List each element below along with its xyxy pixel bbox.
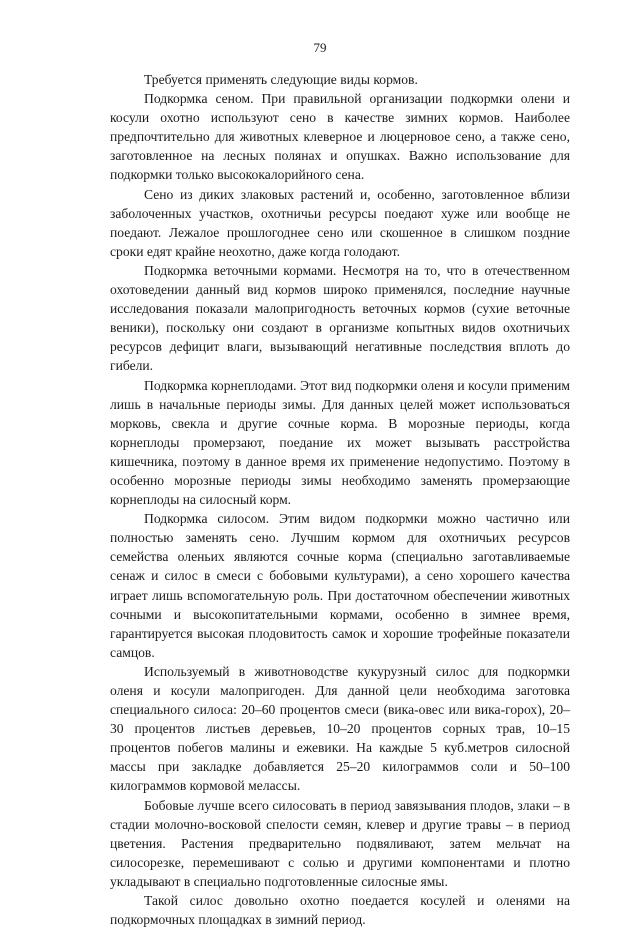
paragraph-special-silage: Используемый в животноводстве кукурузный силос для подкормки оленя и косули малопригоден. Для данной цели необходима заготовка специального силоса: 20–60 процентов смеси (вика-овес или вика-горох), 20–30 процентов листьев деревьев, 10–20 процентов сорных трав, 10–15 процентов побегов малины и ежевики. На каждые 5 куб.метров силосной массы при закладке добавляется 25–20 килограммов соли и 50–100 килограммов кормовой мелассы. — [110, 663, 570, 794]
paragraph-silage-feeding: Подкормка силосом. Этим видом подкормки можно частично или полностью заменять сено. Лучшим кормом для охотничьих ресурсов семейства оленьих являются сочные корма (специально заготавливаемые сенаж и силос в смеси с бобовыми культурами), а сено хорошего качества играет лишь вспомогательную роль. При достаточном обеспечении животных сочными и высокопитательными кормами, особенно в зимнее время, гарантируется высокая плодовитость самок и хорошие трофейные показатели самцов. — [110, 511, 570, 660]
page-number: 79 — [313, 40, 327, 55]
paragraph-intro: Требуется применять следующие виды кормов. — [144, 72, 418, 87]
paragraph-silage-preparation: Бобовые лучше всего силосовать в период завязывания плодов, злаки – в стадии молочно-восковой спелости семян, клевер и другие травы – в период цветения. Растения предварительно подвяливают, затем мельчат на силосорезке, перемешивают с солью и другими компонентами и плотно укладывают в специально подготовленные силосные ямы. — [110, 797, 570, 889]
paragraph-root-crops: Подкормка корнеплодами. Этот вид подкормки оленя и косули применим лишь в начальные периоды зимы. Для данных целей может использоваться морковь, свекла и другие сочные корма. В морозные периоды, когда корнеплоды промерзают, поедание их может вызывать расстройства кишечника, поэтому в данное время их применение недопустимо. Поэтому в особенно морозные периоды зимы необходимо заменять промерзающие корнеплоды на силосный корм. — [110, 377, 570, 508]
document-body — [110, 70, 570, 929]
paragraph-conclusion: Такой силос довольно охотно поедается косулей и оленями на подкормочных площадках в зимний период. — [110, 893, 570, 928]
paragraph-hay-feeding: Подкормка сеном. При правильной организации подкормки олени и косули охотно используют сено в качестве зимних кормов. Наиболее предпочтительно для животных клеверное и люцерновое сено, а также сено, заготовленное на лесных полянах и опушках. Важно использование для подкормки только высококалорийного сена. — [110, 91, 570, 183]
paragraph-wild-hay: Сено из диких злаковых растений и, особенно, заготовленное вблизи заболоченных участков, охотничьи ресурсы поедают хуже или вообще не поедают. Лежалое прошлогоднее сено или скошенное в слишком поздние сроки едят крайне неохотно, даже когда голодают. — [110, 186, 570, 259]
paragraph-branch-feed: Подкормка веточными кормами. Несмотря на то, что в отечественном охотоведении данный вид кормов широко применялся, последние научные исследования показали малопригодность веточных кормов (сухие веточные веники), поскольку они создают в организме копытных видов охотничьих ресурсов дефицит влаги, вызывающий негативные последствия вплоть до гибели. — [110, 262, 570, 374]
